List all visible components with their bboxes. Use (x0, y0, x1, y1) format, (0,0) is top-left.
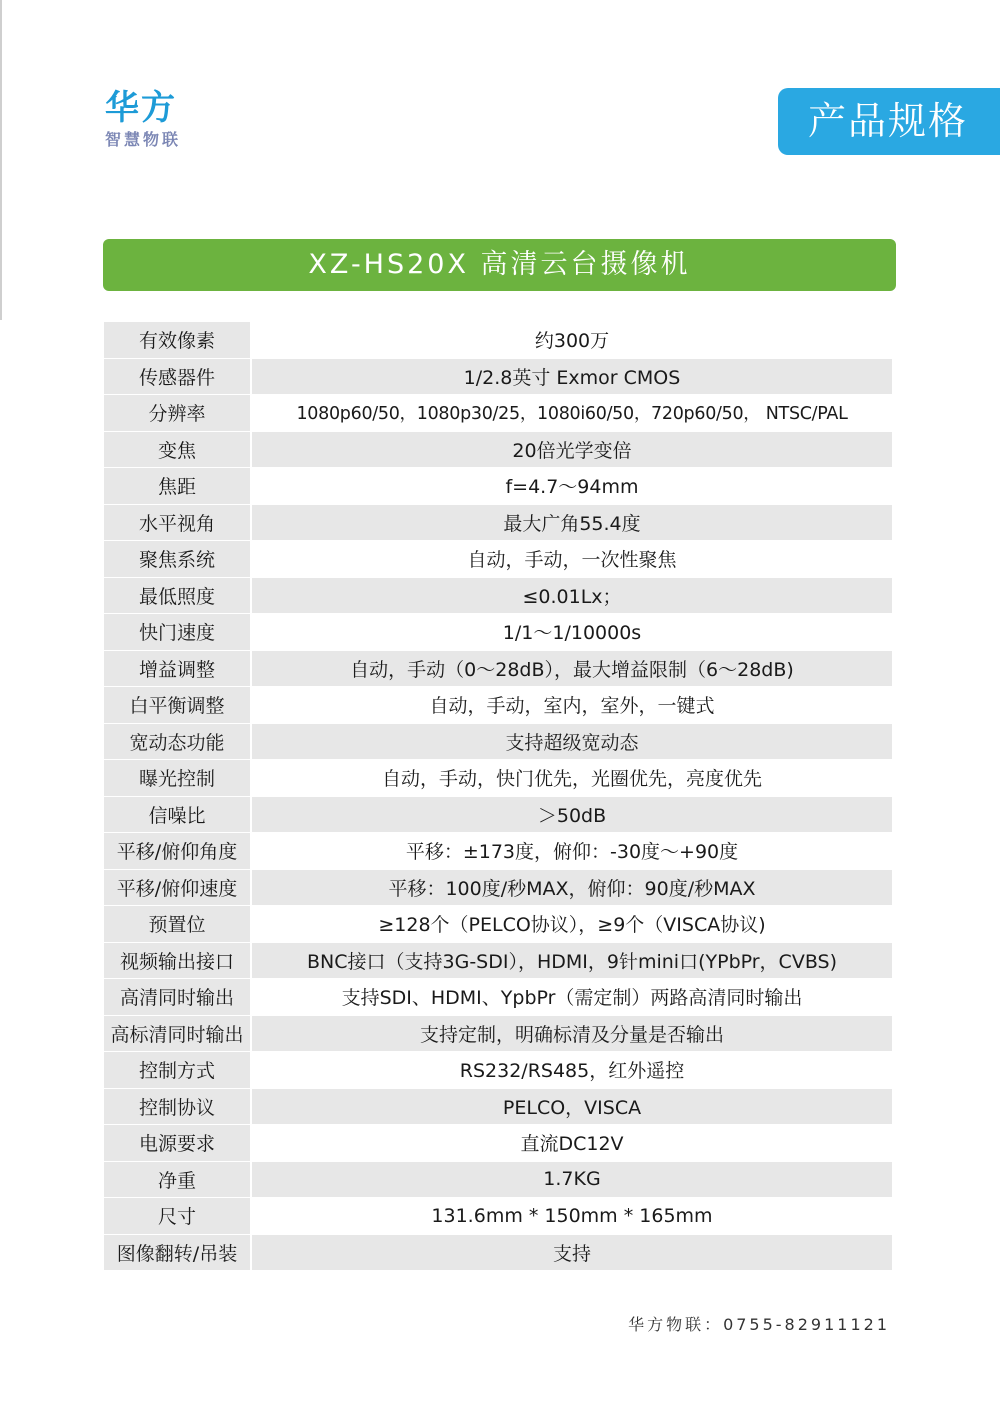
spec-value: RS232/RS485，红外遥控 (252, 1052, 892, 1088)
spec-value: ＞50dB (252, 797, 892, 833)
spec-row (104, 760, 892, 797)
spec-label: 水平视角 (104, 505, 252, 541)
spec-row (104, 1125, 892, 1162)
spec-label: 平移/俯仰角度 (104, 833, 252, 869)
spec-row (104, 395, 892, 432)
spec-row (104, 505, 892, 542)
section-tab: 产品规格 (778, 88, 1000, 155)
spec-row (104, 979, 892, 1016)
spec-label: 焦距 (104, 468, 252, 504)
spec-value: 自动，手动（0～28dB），最大增益限制（6～28dB) (252, 651, 892, 687)
spec-label: 视频输出接口 (104, 943, 252, 979)
spec-label: 控制协议 (104, 1089, 252, 1125)
spec-row (104, 468, 892, 505)
spec-label: 曝光控制 (104, 760, 252, 796)
spec-row (104, 359, 892, 396)
spec-label: 高清同时输出 (104, 979, 252, 1015)
spec-value: 1/1～1/10000s (252, 614, 892, 650)
spec-label: 传感器件 (104, 359, 252, 395)
spec-value: 支持SDI、HDMI、YpbPr（需定制）两路高清同时输出 (252, 979, 892, 1015)
spec-row (104, 578, 892, 615)
spec-value: 1/2.8英寸 Exmor CMOS (252, 359, 892, 395)
spec-value: 131.6mm * 150mm * 165mm (252, 1198, 892, 1234)
spec-label: 快门速度 (104, 614, 252, 650)
spec-row (104, 943, 892, 980)
page-edge-line (0, 0, 2, 320)
spec-row (104, 322, 892, 359)
spec-row (104, 1162, 892, 1199)
spec-label: 平移/俯仰速度 (104, 870, 252, 906)
spec-value: ≥128个（PELCO协议），≥9个（VISCA协议) (252, 906, 892, 942)
spec-value: 平移：±173度，俯仰：-30度～+90度 (252, 833, 892, 869)
spec-row (104, 1016, 892, 1053)
spec-table (104, 322, 892, 1271)
spec-label: 最低照度 (104, 578, 252, 614)
spec-row (104, 651, 892, 688)
spec-value: 自动，手动，一次性聚焦 (252, 541, 892, 577)
footer-contact: 华方物联：0755-82911121 (628, 1315, 890, 1334)
spec-value: 20倍光学变倍 (252, 432, 892, 468)
spec-row (104, 1198, 892, 1235)
spec-value: 支持定制，明确标清及分量是否输出 (252, 1016, 892, 1052)
spec-value: 支持超级宽动态 (252, 724, 892, 760)
spec-value: 1080p60/50，1080p30/25，1080i60/50，720p60/50， NTSC/PAL (252, 395, 892, 431)
spec-label: 尺寸 (104, 1198, 252, 1234)
spec-label: 信噪比 (104, 797, 252, 833)
spec-value: f=4.7～94mm (252, 468, 892, 504)
spec-label: 聚焦系统 (104, 541, 252, 577)
product-title: XZ-HS20X 高清云台摄像机 (103, 239, 896, 291)
spec-row (104, 833, 892, 870)
spec-value: 支持 (252, 1235, 892, 1271)
spec-row (104, 906, 892, 943)
spec-label: 变焦 (104, 432, 252, 468)
spec-label: 增益调整 (104, 651, 252, 687)
spec-label: 高标清同时输出 (104, 1016, 252, 1052)
spec-value: 自动，手动，快门优先，光圈优先，亮度优先 (252, 760, 892, 796)
spec-row (104, 541, 892, 578)
spec-label: 电源要求 (104, 1125, 252, 1161)
spec-row (104, 432, 892, 469)
spec-label: 宽动态功能 (104, 724, 252, 760)
logo-main-text: 华方 (105, 88, 177, 128)
logo-sub-text: 智慧物联 (105, 130, 182, 149)
spec-row (104, 614, 892, 651)
spec-value: 最大广角55.4度 (252, 505, 892, 541)
spec-value: ≤0.01Lx； (252, 578, 892, 614)
spec-label: 白平衡调整 (104, 687, 252, 723)
spec-value: 1.7KG (252, 1162, 892, 1198)
spec-row (104, 1235, 892, 1272)
spec-label: 控制方式 (104, 1052, 252, 1088)
spec-row (104, 724, 892, 761)
spec-value: 直流DC12V (252, 1125, 892, 1161)
spec-value: 约300万 (252, 322, 892, 358)
spec-row (104, 797, 892, 834)
spec-label: 有效像素 (104, 322, 252, 358)
spec-row (104, 1052, 892, 1089)
spec-label: 净重 (104, 1162, 252, 1198)
spec-value: BNC接口（支持3G-SDI），HDMI，9针mini口(YPbPr，CVBS) (252, 943, 892, 979)
spec-row (104, 687, 892, 724)
spec-row (104, 1089, 892, 1126)
spec-value: PELCO，VISCA (252, 1089, 892, 1125)
spec-value: 平移：100度/秒MAX，俯仰：90度/秒MAX (252, 870, 892, 906)
company-logo (105, 88, 215, 150)
spec-label: 分辨率 (104, 395, 252, 431)
spec-label: 预置位 (104, 906, 252, 942)
spec-label: 图像翻转/吊装 (104, 1235, 252, 1271)
spec-row (104, 870, 892, 907)
spec-value: 自动，手动，室内，室外，一键式 (252, 687, 892, 723)
